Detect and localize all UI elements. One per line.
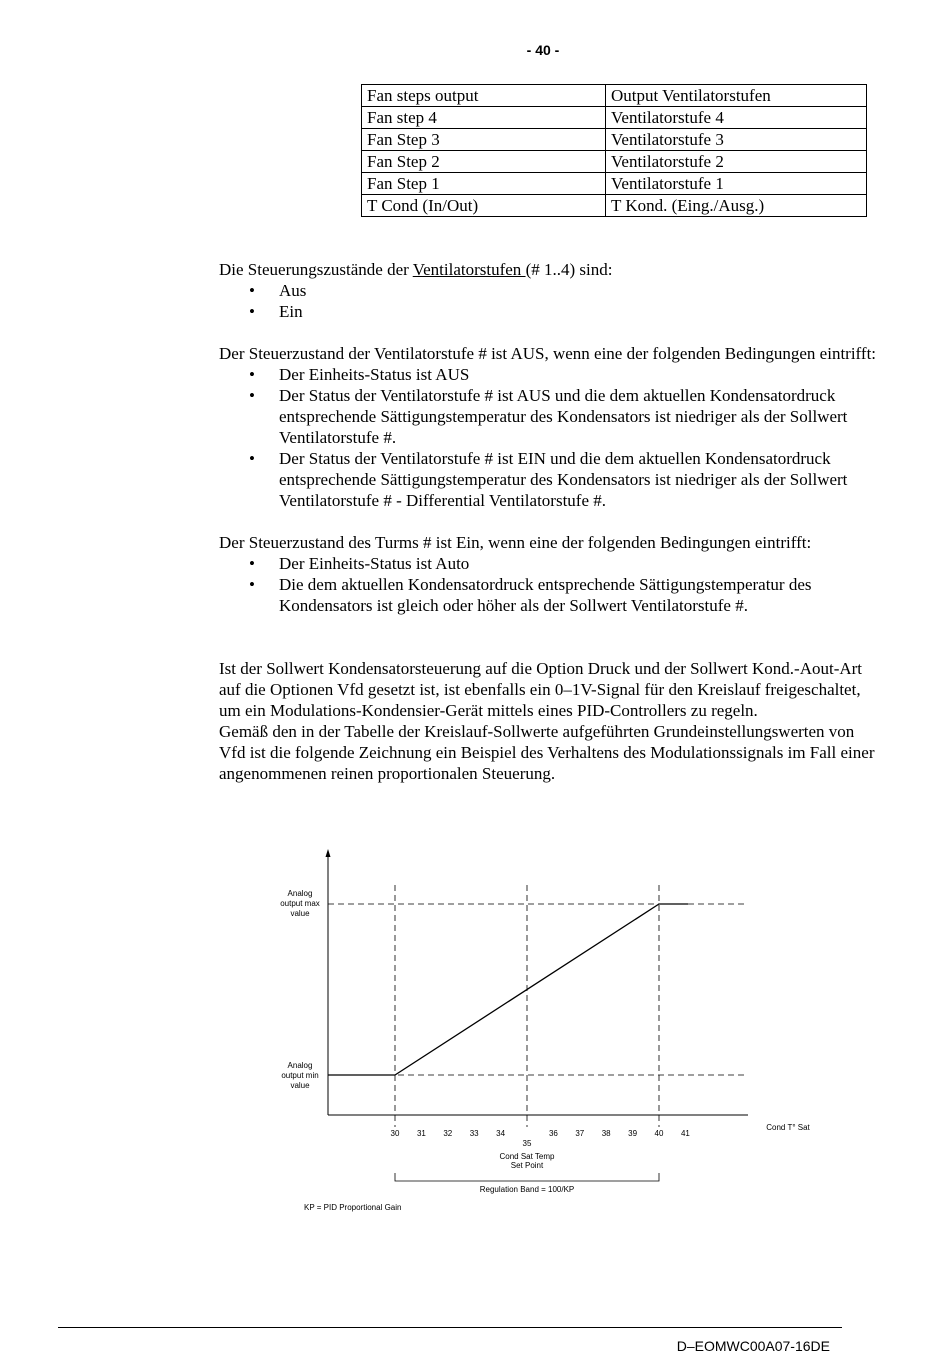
table-row (362, 107, 867, 129)
table-row (362, 195, 867, 217)
list-item: • Aus (219, 280, 879, 301)
x-tick-labels (391, 1129, 691, 1148)
modulation-signal-graph (270, 845, 830, 1220)
table-cell-de: Ventilatorstufe 2 (606, 151, 867, 173)
x-tick-label: 37 (575, 1129, 585, 1138)
list-item: • Der Einheits-Status ist AUS (219, 364, 879, 385)
table-row (362, 173, 867, 195)
table-cell-de: Output Ventilatorstufen (606, 85, 867, 107)
list-item: • Der Einheits-Status ist Auto (219, 553, 879, 574)
table-cell-en: Fan Step 2 (362, 151, 606, 173)
page-number: - 40 - (526, 42, 560, 58)
y-min-label-line: Analog (287, 1061, 313, 1070)
guide-lines (328, 885, 748, 1127)
x-tick-label: 40 (654, 1129, 664, 1138)
table-row (362, 151, 867, 173)
y-max-label-line: Analog (287, 889, 313, 898)
section3-list (219, 553, 879, 616)
x-axis-label: Cond T° Sat (766, 1123, 810, 1132)
x-tick-label: 34 (496, 1129, 506, 1138)
table-cell-en: Fan steps output (362, 85, 606, 107)
list-item: • Der Status der Ventilatorstufe # ist AUS und die dem aktuellen Kondensatordruck entsprechende Sättigungstemperatur des Kondensators ist niedriger als der Sollwert Ventilatorstufe #. (219, 385, 879, 448)
section3-intro: Der Steuerzustand des Turms # ist Ein, wenn eine der folgenden Bedingungen eintrifft: (219, 533, 812, 552)
y-max-label-line: output max (280, 899, 320, 908)
section4-para1: Ist der Sollwert Kondensatorsteuerung auf die Option Druck und der Sollwert Kond.-Aout-Art auf die Optionen Vfd gesetzt ist, ist ebenfalls ein 0–1V-Signal für den Kreislauf freigeschaltet, um ein Modulations-Kondensier-Gerät mittels eines PID-Controllers zu regeln. (219, 659, 863, 720)
list-item: • Der Status der Ventilatorstufe # ist EIN und die dem aktuellen Kondensatordruck entsprechende Sättigungstemperatur des Kondensators ist niedriger als der Sollwert Ventilatorstufe # - Differential Ventilatorstufe #. (219, 448, 879, 511)
body-text (219, 259, 879, 784)
x-tick-label: 39 (628, 1129, 638, 1138)
y-labels (280, 889, 320, 1090)
y-axis-arrow (326, 849, 331, 857)
x-tick-label: 32 (443, 1129, 453, 1138)
fan-steps-table (361, 84, 867, 217)
document-code: D–EOMWC00A07-16DE (676, 1338, 830, 1354)
x-tick-label: 36 (548, 1129, 558, 1138)
ventilatorstufen-link[interactable]: Ventilatorstufen (412, 260, 526, 279)
table-row (362, 129, 867, 151)
y-min-label-line: value (290, 1081, 310, 1090)
footer-rule (58, 1327, 842, 1328)
table-cell-de: Ventilatorstufe 1 (606, 173, 867, 195)
section4-para2: Gemäß den in der Tabelle der Kreislauf-Sollwerte aufgeführten Grundeinstellungswerten von Vfd ist die folgende Zeichnung ein Beispiel des Verhaltens des Modulationssignals im Fall einer angenommenen reinen proportionalen Steuerung. (219, 722, 875, 783)
section2-intro: Der Steuerzustand der Ventilatorstufe # ist AUS, wenn eine der folgenden Bedingungen eintrifft: (219, 344, 877, 363)
section2-list (219, 364, 879, 511)
regulation-band-label: Regulation Band = 100/KP (479, 1185, 575, 1194)
table-row (362, 85, 867, 107)
setpoint-label: Cond Sat Temp (499, 1152, 555, 1161)
x-tick-label: 35 (522, 1139, 532, 1148)
table-cell-en: T Cond (In/Out) (362, 195, 606, 217)
table-cell-en: Fan Step 1 (362, 173, 606, 195)
x-tick-label: 30 (390, 1129, 400, 1138)
table-cell-de: T Kond. (Eing./Ausg.) (606, 195, 867, 217)
x-tick-label: 38 (601, 1129, 611, 1138)
section1-intro: Die Steuerungszustände der Ventilatorstufen (# 1..4) sind: (219, 260, 613, 279)
y-min-label-line: output min (281, 1071, 319, 1080)
table-cell-de: Ventilatorstufe 4 (606, 107, 867, 129)
x-tick-label: 31 (416, 1129, 426, 1138)
y-max-label-line: value (290, 909, 310, 918)
section1-list (219, 280, 879, 322)
kp-note: KP = PID Proportional Gain (304, 1203, 402, 1212)
regulation-band-bracket (395, 1173, 659, 1181)
x-tick-label: 41 (680, 1129, 690, 1138)
setpoint-label: Set Point (510, 1161, 544, 1170)
list-item: • Ein (219, 301, 879, 322)
table-cell-en: Fan Step 3 (362, 129, 606, 151)
table-cell-en: Fan step 4 (362, 107, 606, 129)
table-cell-de: Ventilatorstufe 3 (606, 129, 867, 151)
list-item: • Die dem aktuellen Kondensatordruck entsprechende Sättigungstemperatur des Kondensators ist gleich oder höher als der Sollwert Ventilatorstufe #. (219, 574, 879, 616)
signal-line (328, 904, 688, 1075)
x-tick-label: 33 (469, 1129, 479, 1138)
